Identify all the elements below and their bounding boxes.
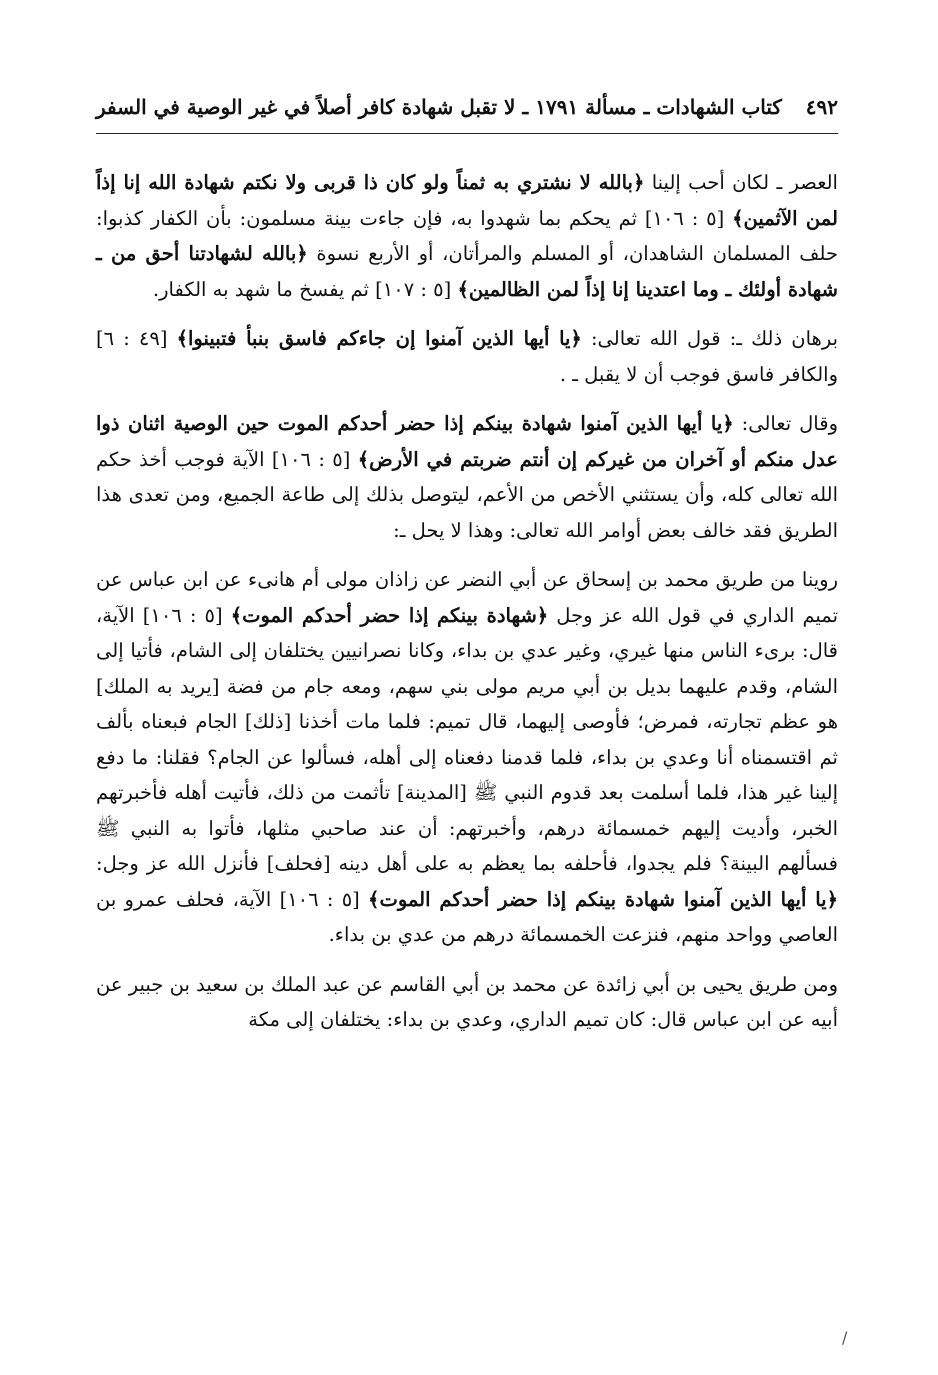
text-run: [٥ : ١٠٦] الآية فوجب أخذ حكم الله تعالى كله، وأن يستثني الأخص من الأعم، ليتوصل بذلك إلى طاعة الجميع، ومن تعدى هذا الطريق فقد خالف بعض أوامر الله تعالى: وهذا لا يحل ـ: (96, 447, 838, 542)
margin-mark: / (842, 1328, 848, 1347)
text-run: برهان ذلك ـ: قول الله تعالى: (581, 327, 838, 350)
paragraph-5 (96, 967, 838, 1038)
main-text (96, 165, 838, 1038)
page-header (96, 88, 838, 122)
quran-verse: ﴿بالله لشهادتنا أحق من ـ شهادة أولئك ـ وما اعتدينا إنا إذاً لمن الظالمين﴾ (96, 242, 838, 301)
paragraph-4 (96, 562, 838, 953)
text-run: روينا من طريق محمد بن إسحاق عن أبي النضر عن زاذان مولى أم هانىء عن ابن عباس عن تميم الداري في قول الله عز وجل (96, 568, 839, 627)
page-number: ٤٩٢ (805, 95, 838, 119)
text-run: ومن طريق يحيى بن أبي زائدة عن محمد بن أبي القاسم عن عبد الملك بن سعيد بن جبير عن أبيه عن ابن عباس قال: كان تميم الداري، وعدي بن بداء: يختلفان إلى مكة (96, 972, 838, 1031)
paragraph-2 (96, 321, 838, 392)
text-run: [٥ : ١٠٧] ثم يفسخ ما شهد به الكفار. (152, 277, 458, 301)
quran-verse: ﴿بالله لا نشتري به ثمناً ولو كان ذا قربى ولا نكتم شهادة الله إنا إذاً لمن الآثمين﴾ (96, 171, 838, 230)
quran-verse: ﴿يا أيها الذين آمنوا إن جاءكم فاسق بنبأ فتبينوا﴾ (176, 327, 582, 350)
quran-verse: ﴿شهادة بينكم إذا حضر أحدكم الموت﴾ (230, 603, 549, 627)
text-run: [٥ : ١٠٦] الآية، فحلف عمرو بن العاصي وواحد منهم، فنزعت الخمسمائة درهم من عدي بن بداء. (96, 887, 838, 946)
text-run: وقال تعالى: (733, 412, 838, 435)
text-run: [٥ : ١٠٦] ثم يحكم بما شهدوا به، فإن جاءت بينة مسلمون: بأن الكفار كذبوا: حلف المسلمان الشاهدان، أو المسلم والمرأتان، أو الأربع نسوة (96, 206, 838, 265)
quran-verse: ﴿يا أيها الذين آمنوا شهادة بينكم إذا حضر أحدكم الموت﴾ (368, 887, 839, 911)
text-run: العصر ـ لكان أحب إلينا (644, 171, 838, 194)
paragraph-3 (96, 406, 838, 548)
text-run: [٤٩ : ٦] والكافر فاسق فوجب أن لا يقبل ـ . (96, 327, 838, 386)
header-divider (96, 133, 838, 134)
quran-verse: ﴿يا أيها الذين آمنوا شهادة بينكم إذا حضر أحدكم الموت حين الوصية اثنان ذوا عدل منكم أو آخران من غيركم إن أنتم ضربتم في الأرض﴾ (96, 412, 839, 471)
running-title: كتاب الشهادات ـ مسألة ١٧٩١ ـ لا تقبل شهادة كافر أصلاً في غير الوصية في السفر (96, 95, 782, 119)
text-run: [٥ : ١٠٦] الآية، قال: برىء الناس منها غيري، وغير عدي بن بداء، وكانا نصرانيين يختلفان إلى الشام، فأتيا إلى الشام، وقدم عليهما بديل بن أبي مريم مولى بني سهم، ومعه جام من فضة [يريد به الملك] هو عظم تجارته، فمرض؛ فأوصى إليهما، قال تميم: فلما مات أخذنا [ذلك] الجام فبعناه بألف ثم اقتسمناه أنا وعدي بن بداء، فلما قدمنا دفعناه إلى أهله، فسألوا عن الجام؟ فقلنا: ما دفع إلينا غير هذا، فلما أسلمت بعد قدوم النبي ﷺ [المدينة] تأثمت من ذلك، فأتيت أهله فأخبرتهم الخبر، وأديت إليهم خمسمائة درهم، وأخبرتهم: أن عند صاحبي مثلها، فأتوا به النبي ﷺ فسألهم البينة؟ فلم يجدوا، فأحلفه بما يعظم به على أهل دينه [فحلف] فأنزل الله عز وجل: (96, 603, 839, 875)
paragraph-1 (96, 165, 838, 307)
